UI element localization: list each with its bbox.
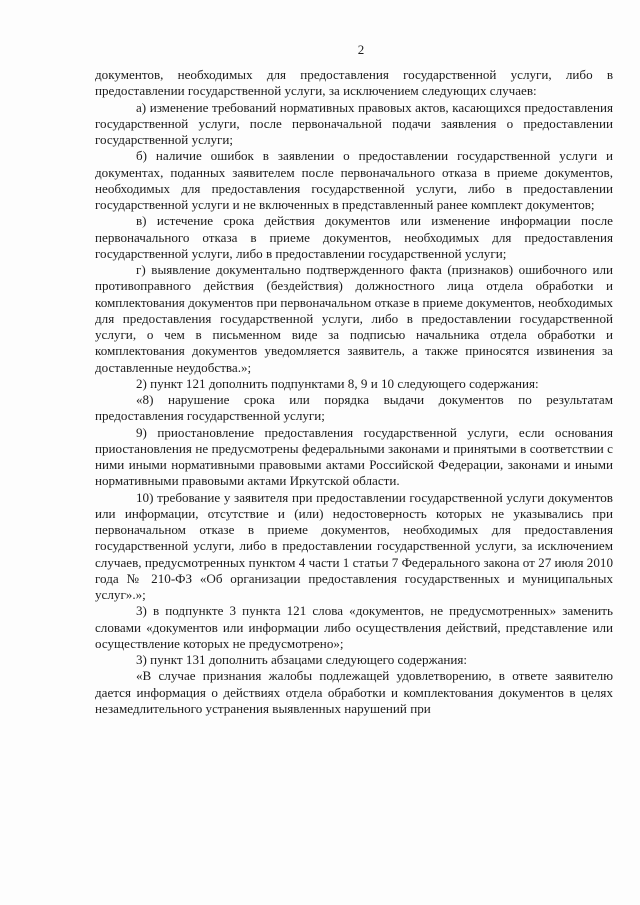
paragraph-point-3-addition: 3) пункт 131 дополнить абзацами следующего содержания: bbox=[136, 652, 468, 667]
document-body bbox=[95, 67, 613, 717]
paragraph-item-v: в) истечение срока действия документов или изменение информации после первоначального отказа в приеме документов, необходимых для предоставления государственной услуги, либо в предоставлении государственной услуги; bbox=[95, 213, 613, 261]
paragraph-subitem-9: 9) приостановление предоставления государственной услуги, если основания приостановления не предусмотрены федеральными законами и принятыми в соответствии с ними иными нормативными правовыми актами Российской Федерации, законами и иными нормативными правовыми актами Иркутской области. bbox=[95, 424, 613, 489]
paragraph-subitem-10: 10) требование у заявителя при предоставлении государственной услуги документов или информации, отсутствие и (или) недостоверность которых не указывались при первоначальном отказе в приеме документов, необходимых для предоставления государственной услуги, либо в предоставлении государственной услуги, за исключением случаев, предусмотренных пунктом 4 части 1 статьи 7 Федерального закона от 27 июля 2010 года № 210-ФЗ «Об организации предоставления государственных и муниципальных услуг».»; bbox=[95, 489, 613, 602]
paragraph-continuation: документов, необходимых для предоставления государственной услуги, либо в предоставлении государственной услуги, за исключением следующих случаев: bbox=[95, 67, 613, 99]
paragraph-subitem-8: «8) нарушение срока или порядка выдачи документов по результатам предоставления государственной услуги; bbox=[95, 392, 613, 424]
paragraph-point-3-amendment: 3) в подпункте 3 пункта 121 слова «документов, не предусмотренных» заменить словами «документов или информации либо осуществления действий, представление или осуществление которых не предусмотрено»; bbox=[95, 603, 613, 651]
paragraph-item-a: а) изменение требований нормативных правовых актов, касающихся предоставления государственной услуги, после первоначальной подачи заявления о предоставлении государственной услуги; bbox=[95, 99, 613, 147]
paragraph-item-g: г) выявление документально подтвержденного факта (признаков) ошибочного или противоправного действия (бездействия) должностного лица отдела обработки и комплектования документов при первоначальном отказе в приеме документов, необходимых для предоставления государственной услуги, либо в предоставлении государственной услуги, о чем в письменном виде за подписью начальника отдела обработки и комплектования документов уведомляется заявитель, а также приносятся извинения за доставленные неудобства.»; bbox=[95, 262, 613, 375]
paragraph-item-b: б) наличие ошибок в заявлении о предоставлении государственной услуги и документах, поданных заявителем после первоначального отказа в приеме документов, необходимых для предоставления государственной услуги, либо в предоставлении государственной услуги и не включенных в представленный ранее комплект документов; bbox=[95, 148, 613, 212]
paragraph-complaint-text: «В случае признания жалобы подлежащей удовлетворению, в ответе заявителю дается информация о действиях отдела обработки и комплектования документов в целях незамедлительного устранения выявленных нарушений при bbox=[95, 668, 613, 716]
page-number: 2 bbox=[357, 42, 365, 57]
paragraph-point-2: 2) пункт 121 дополнить подпунктами 8, 9 и 10 следующего содержания: bbox=[136, 375, 539, 391]
